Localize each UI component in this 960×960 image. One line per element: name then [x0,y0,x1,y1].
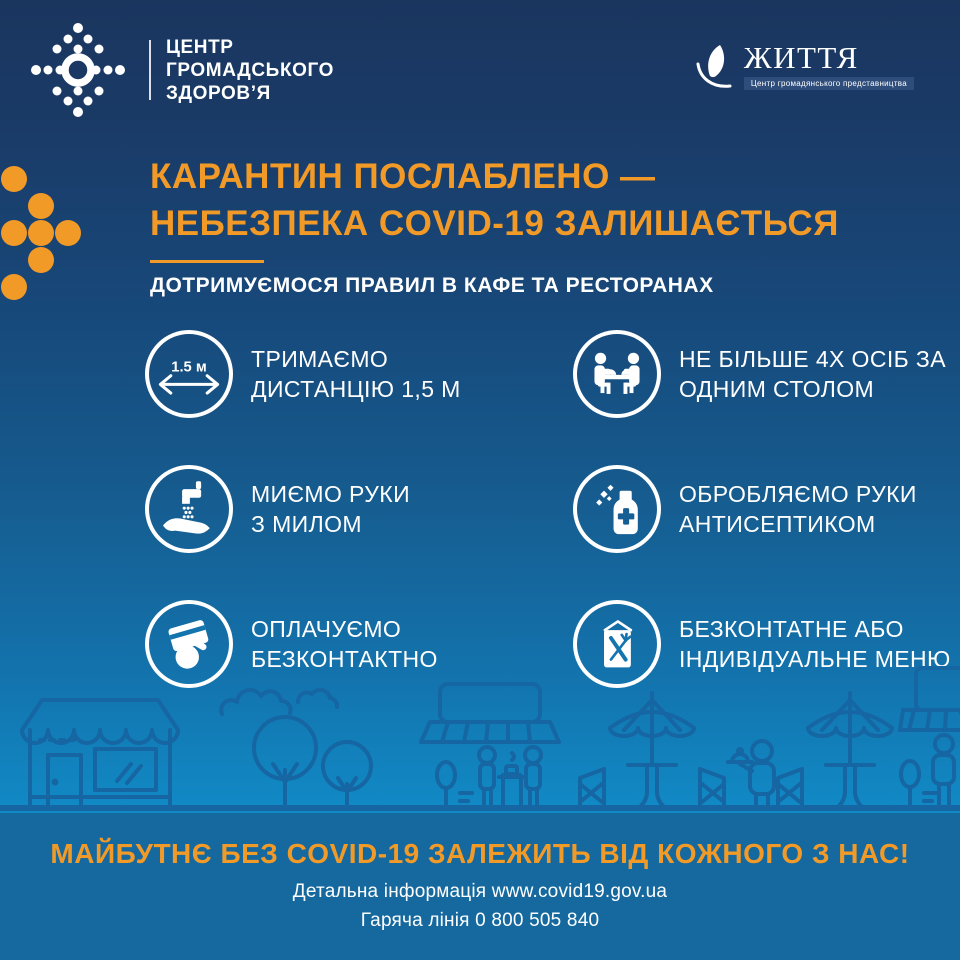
svg-text:1.5 м: 1.5 м [171,359,207,376]
rule-antiseptic [573,465,951,553]
antiseptic-icon [573,465,661,553]
menu-icon [573,600,661,688]
rule-contactless-payment [145,600,573,688]
zhyttia-subtitle: Центр громадянського представництва [744,77,914,90]
public-health-center-logo [22,14,334,126]
payment-icon [145,600,233,688]
distance-icon [145,330,233,418]
orange-dots-decoration [0,165,84,310]
rule-label: НЕ БІЛЬШЕ 4Х ОСІБ ЗА ОДНИМ СТОЛОМ [679,346,946,402]
headline-underline [150,260,264,263]
diners-icon [573,330,661,418]
rule-label: МИЄМО РУКИ З МИЛОМ [251,481,411,537]
handwash-icon [145,465,233,553]
rule-wash-hands [145,465,573,553]
rule-label: ОБРОБЛЯЄМО РУКИ АНТИСЕПТИКОМ [679,481,917,537]
info-label: Детальна інформація [292,881,487,902]
hotline-number: 0 800 505 840 [475,910,600,931]
footer-hotline-line [0,910,960,932]
rule-label: ТРИМАЄМО ДИСТАНЦІЮ 1,5 М [251,346,461,402]
org-name: ЦЕНТР ГРОМАДСЬКОГО ЗДОРОВ’Я [166,36,335,104]
headline-line-1: КАРАНТИН ПОСЛАБЛЕНО — [150,157,656,196]
rules-grid [145,330,951,688]
footer-info-line [0,881,960,903]
main-headline [150,153,839,247]
subheadline: ДОТРИМУЄМОСЯ ПРАВИЛ В КАФЕ ТА РЕСТОРАНАХ [150,274,714,297]
rule-contactless-menu [573,600,951,688]
leaf-icon [694,42,736,99]
rule-label: БЕЗКОНТАТНЕ АБО ІНДИВІДУАЛЬНЕ МЕНЮ [679,616,951,672]
info-url: www.covid19.gov.ua [491,881,668,902]
footer-slogan: МАЙБУТНЄ БЕЗ COVID-19 ЗАЛЕЖИТЬ ВІД КОЖНОГО З НАС! [50,838,910,869]
headline-line-2: НЕБЕЗПЕКА COVID-19 ЗАЛИШАЄТЬСЯ [150,204,839,243]
hotline-label: Гаряча лінія [360,910,470,931]
rule-distance [145,330,573,418]
dots-emblem-icon [22,14,134,126]
logo-divider [149,40,151,100]
zhyttia-title: ЖИТТЯ [743,40,859,75]
zhyttia-logo [694,42,914,99]
rule-max-people [573,330,951,418]
rule-label: ОПЛАЧУЄМО БЕЗКОНТАКТНО [251,616,438,672]
footer-band [0,813,960,960]
